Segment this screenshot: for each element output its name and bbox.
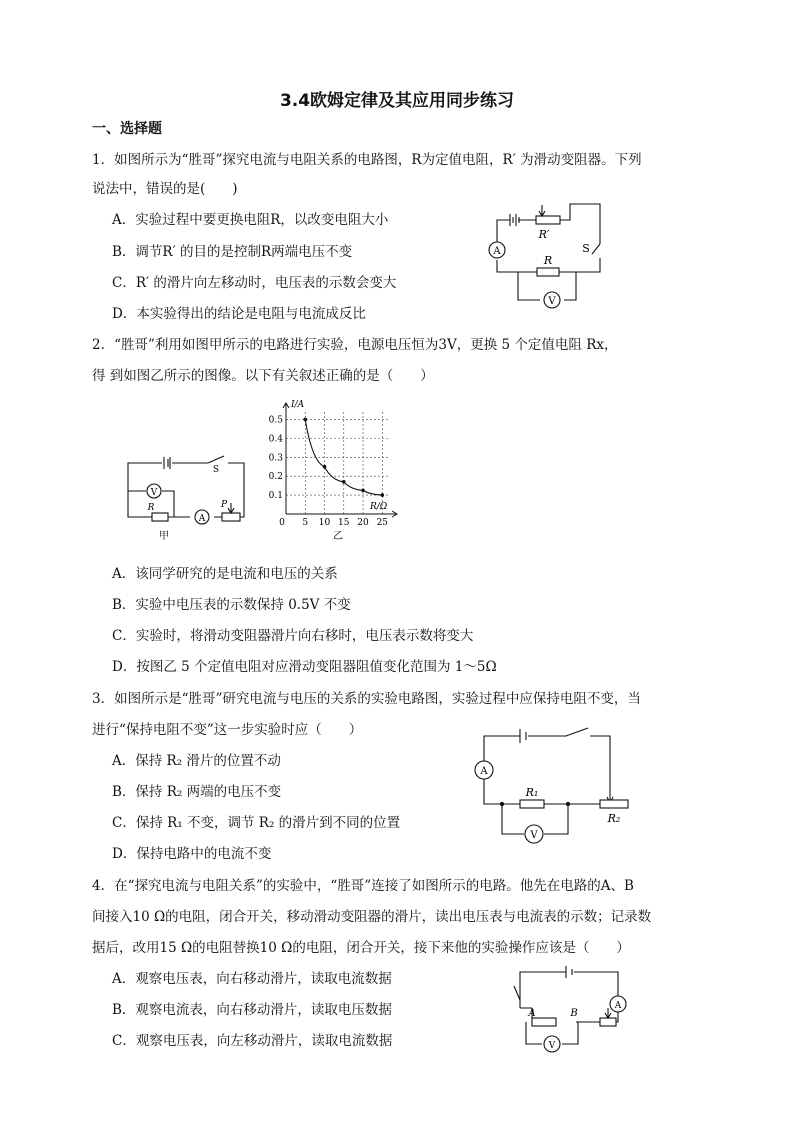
q3-stem-line-1: 3．如图所示是“胜哥”研究电流与电压的关系的实验电路图，实验过程中应保持电阻不变，当	[92, 691, 641, 707]
q1-resistor-label: R	[543, 254, 553, 267]
q1-option-c: C．R′ 的滑片向左移动时，电压表的示数会变大	[112, 275, 397, 291]
q2-circuit-diagram-jia	[124, 455, 254, 545]
q4-point-b-label: B	[570, 1008, 578, 1019]
q1-switch-label: S	[582, 242, 590, 255]
q4-stem-line-3: 据后，改用15 Ω的电阻替换10 Ω的电阻，闭合开关，接下来他的实验操作应该是（ ）	[92, 940, 630, 956]
q2-caption-jia: 甲	[159, 531, 169, 542]
data-point	[303, 418, 307, 422]
q4-voltmeter-label: V	[548, 1041, 556, 1051]
q1-ammeter-label: A	[493, 246, 501, 257]
q2-option-b: B．实验中电压表的示数保持 0.5V 不变	[112, 597, 351, 613]
q3-voltmeter-label: V	[530, 830, 538, 841]
q2-ammeter-label: A	[198, 514, 206, 524]
q1-stem-line-1: 1．如图所示为“胜哥”探究电流与电阻关系的电路图，R为定值电阻，R′ 为滑动变阻器。下列	[92, 152, 642, 168]
q3-circuit-diagram	[468, 726, 638, 846]
q3-option-a: A．保持 R₂ 滑片的位置不动	[112, 753, 281, 769]
q1-option-d: D．本实验得出的结论是电阻与电流成反比	[112, 306, 366, 322]
q3-option-b: B．保持 R₂ 两端的电压不变	[112, 784, 282, 800]
y-tick-label: 0.1	[268, 491, 283, 502]
q2-stem-line-2: 得 到如图乙所示的图像。以下有关叙述正确的是（ ）	[92, 368, 434, 384]
q2-slider-label: P	[220, 500, 228, 510]
x-tick-label: 10	[318, 518, 331, 528]
q2-voltmeter-label: V	[150, 488, 158, 498]
y-tick-label: 0.4	[268, 434, 283, 445]
x-axis-label: R/Ω	[370, 502, 388, 512]
q3-r1-label: R₁	[525, 786, 539, 799]
q4-option-c: C．观察电压表，向左移动滑片，读取电流数据	[112, 1033, 393, 1049]
q3-stem-line-2: 进行“保持电阻不变”这一步实验时应（ ）	[92, 722, 363, 738]
q2-option-c: C．实验时，将滑动变阻器滑片向右移时，电压表示数将变大	[112, 628, 474, 644]
data-point	[380, 493, 384, 497]
y-tick-label: 0.2	[268, 472, 283, 483]
x-tick-label: 0	[279, 518, 285, 528]
q4-option-b: B．观察电流表，向右移动滑片，读取电压数据	[112, 1002, 392, 1018]
q4-option-a: A．观察电压表，向右移动滑片，读取电流数据	[112, 971, 392, 987]
data-point	[361, 489, 365, 493]
page-title: 3.4欧姆定律及其应用同步练习	[279, 91, 515, 111]
q4-stem-line-2: 间接入10 Ω的电阻，闭合开关，移动滑动变阻器的滑片，读出电压表与电流表的示数；记录数	[92, 909, 652, 925]
x-tick-label: 20	[357, 518, 369, 528]
q3-ammeter-label: A	[480, 766, 488, 777]
q3-r2-label: R₂	[607, 812, 621, 825]
q2-option-a: A．该同学研究的是电流和电压的关系	[112, 566, 338, 582]
section-heading: 一、选择题	[92, 121, 162, 137]
data-point	[342, 480, 346, 484]
q4-circuit-diagram	[506, 964, 636, 1060]
x-tick-label: 15	[338, 518, 350, 528]
data-point	[323, 465, 327, 469]
q4-point-a-label: A	[528, 1008, 536, 1019]
y-axis-label: I/A	[291, 400, 305, 410]
x-tick-label: 25	[376, 518, 389, 528]
y-tick-label: 0.3	[268, 453, 283, 464]
q2-caption-yi: 乙	[333, 531, 343, 542]
q3-option-c: C．保持 R₁ 不变，调节 R₂ 的滑片到不同的位置	[112, 815, 401, 831]
q2-chart-yi	[262, 398, 402, 546]
x-tick-label: 5	[302, 518, 309, 528]
q1-option-a: A．实验过程中要更换电阻R，以改变电阻大小	[112, 212, 389, 228]
q1-option-b: B．调节R′ 的目的是控制R两端电压不变	[112, 244, 353, 260]
q4-stem-line-1: 4．在“探究电流与电阻关系”的实验中，“胜哥”连接了如图所示的电路。他先在电路的A、B	[92, 878, 634, 894]
q1-voltmeter-label: V	[548, 296, 556, 307]
q2-switch-label: S	[212, 465, 220, 475]
q1-stem-line-2: 说法中，错误的是( )	[92, 181, 238, 197]
q2-option-d: D．按图乙 5 个定值电阻对应滑动变阻器阻值变化范围为 1～5Ω	[112, 659, 497, 675]
q1-rheostat-label: R′	[538, 228, 550, 241]
q2-resistor-label: R	[147, 503, 155, 513]
q3-option-d: D．保持电路中的电流不变	[112, 846, 272, 862]
q2-stem-line-1: 2．“胜哥”利用如图甲所示的电路进行实验，电源电压恒为3V，更换 5 个定值电阻 Rx，	[92, 337, 618, 353]
q4-ammeter-label: A	[614, 1001, 622, 1011]
q1-circuit-diagram	[482, 200, 612, 310]
y-tick-label: 0.5	[268, 415, 283, 426]
